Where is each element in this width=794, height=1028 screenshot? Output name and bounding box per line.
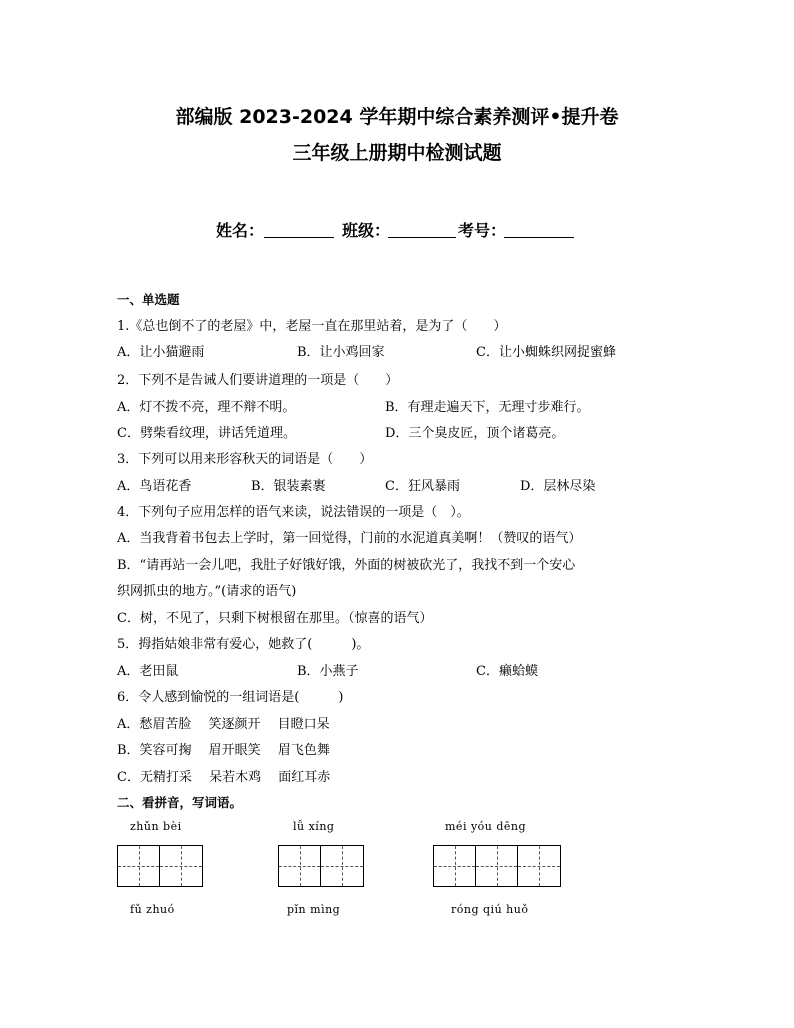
option-c: C．狂风暴雨 (385, 479, 460, 494)
option-a: A．鸟语花香 (117, 479, 192, 494)
section-heading: 二、看拼音，写词语。 (117, 795, 243, 810)
option-c: C．无精打采 呆若木鸡 面红耳赤 (117, 770, 331, 785)
option-a: A．老田鼠 (117, 664, 179, 679)
option-b: B．有理走遍天下，无理寸步难行。 (385, 400, 590, 415)
page-title: 部编版 2023-2024 学年期中综合素养测评•提升卷 (175, 106, 619, 128)
question-stem: 4．下列句子应用怎样的语气来读，说法错误的一项是（ ）。 (117, 505, 470, 520)
writing-cell[interactable] (118, 846, 160, 886)
option-c: C．让小蜘蛛织网捉蜜蜂 (476, 345, 616, 360)
option-b: B．小燕子 (297, 664, 359, 679)
writing-cell[interactable] (160, 846, 202, 886)
option-a: A．愁眉苦脸 笑逐颜开 目瞪口呆 (117, 717, 330, 732)
option-b: B．“请再站一会儿吧，我肚子好饿好饿，外面的树被砍光了，我找不到一个安心 (117, 558, 576, 573)
option-b: B．让小鸡回家 (297, 345, 385, 360)
name-field[interactable] (264, 236, 334, 238)
option-b: B．银装素裹 (251, 479, 326, 494)
pinyin-label: róng qiú huǒ (451, 903, 529, 916)
class-label: 班级： (342, 221, 391, 240)
option-a: A．灯不拨不亮，理不辩不明。 (117, 400, 296, 415)
question-stem: 2．下列不是告诫人们要讲道理的一项是（ ） (117, 373, 399, 388)
writing-cell[interactable] (518, 846, 560, 886)
question-stem: 3．下列可以用来形容秋天的词语是（ ） (117, 452, 373, 467)
name-label: 姓名： (216, 221, 265, 240)
pinyin-label: fǔ zhuó (130, 903, 175, 916)
option-d: D．层林尽染 (520, 479, 596, 494)
question-stem: 1.《总也倒不了的老屋》中，老屋一直在那里站着，是为了（ ） (117, 319, 507, 334)
writing-grid[interactable] (117, 845, 203, 887)
option-b-continued: 织网抓虫的地方。”(请求的语气) (117, 584, 297, 599)
page-subtitle: 三年级上册期中检测试题 (292, 142, 502, 164)
option-c: C．树，不见了，只剩下树根留在那里。（惊喜的语气） (117, 611, 433, 626)
writing-cell[interactable] (321, 846, 363, 886)
writing-cell[interactable] (434, 846, 476, 886)
writing-grid[interactable] (278, 845, 364, 887)
pinyin-label: zhǔn bèi (130, 820, 182, 833)
class-field[interactable] (388, 236, 456, 238)
pinyin-label: lǚ xíng (293, 820, 335, 833)
number-field[interactable] (504, 236, 574, 238)
pinyin-label: pǐn mìng (287, 903, 341, 916)
pinyin-label: méi yóu dēng (445, 820, 527, 833)
option-a: A．当我背着书包去上学时，第一回觉得，门前的水泥道真美啊！（赞叹的语气） (117, 531, 582, 546)
writing-cell[interactable] (476, 846, 518, 886)
question-stem: 5．拇指姑娘非常有爱心，她救了( )。 (117, 637, 370, 652)
option-c: C．癞蛤蟆 (476, 664, 538, 679)
writing-cell[interactable] (279, 846, 321, 886)
section-heading: 一、单选题 (117, 292, 180, 307)
number-label: 考号： (458, 221, 507, 240)
option-a: A．让小猫避雨 (117, 345, 205, 360)
question-stem: 6．令人感到愉悦的一组词语是( ) (117, 690, 344, 705)
option-c: C．劈柴看纹理，讲话凭道理。 (117, 426, 296, 441)
writing-grid[interactable] (433, 845, 561, 887)
option-d: D．三个臭皮匠，顶个诸葛亮。 (385, 426, 565, 441)
option-b: B．笑容可掬 眉开眼笑 眉飞色舞 (117, 743, 330, 758)
